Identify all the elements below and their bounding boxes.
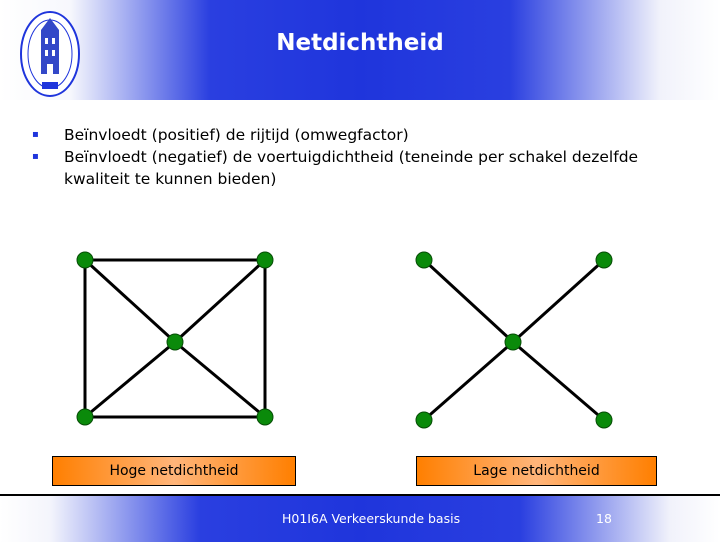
bullet-marker-icon: ▪	[32, 129, 39, 140]
network-edge	[85, 342, 175, 417]
network-edge	[175, 260, 265, 342]
network-node	[257, 409, 273, 425]
network-node	[416, 252, 432, 268]
footer-course: H01I6A Verkeerskunde basis	[282, 511, 461, 526]
page-number: 18	[596, 511, 612, 526]
network-node	[505, 334, 521, 350]
network-edge	[175, 342, 265, 417]
network-edge	[513, 342, 604, 420]
network-edge	[424, 260, 513, 342]
network-node	[257, 252, 273, 268]
network-node	[167, 334, 183, 350]
network-node	[77, 409, 93, 425]
bullet-marker-icon: ▪	[32, 151, 39, 162]
network-node	[77, 252, 93, 268]
network-edge	[424, 342, 513, 420]
network-node	[416, 412, 432, 428]
network-node	[596, 412, 612, 428]
network-node	[596, 252, 612, 268]
bullet-text: Beïnvloedt (positief) de rijtijd (omwegfactor)	[64, 126, 409, 144]
low-density-label: Lage netdichtheid	[416, 456, 657, 486]
slide-footer	[0, 494, 720, 542]
network-edge	[85, 260, 175, 342]
slide-title: Netdichtheid	[276, 30, 444, 56]
high-density-label: Hoge netdichtheid	[52, 456, 296, 486]
bullet-text: Beïnvloedt (negatief) de voertuigdichtheid (teneinde per schakel dezelfde kwaliteit te kunnen bieden)	[64, 148, 639, 188]
network-edge	[513, 260, 604, 342]
